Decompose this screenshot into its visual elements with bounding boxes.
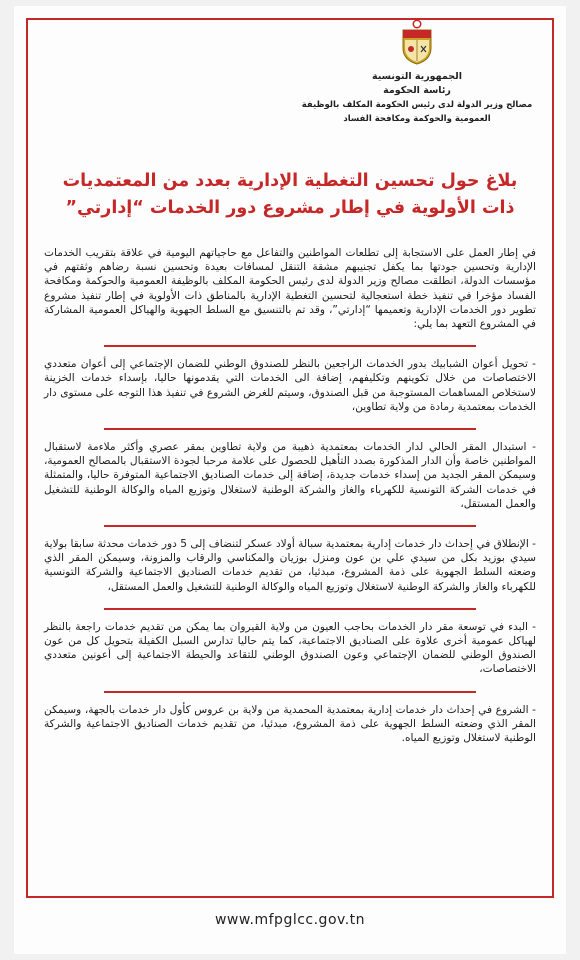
section-divider	[104, 525, 476, 527]
section-divider	[104, 345, 476, 347]
item-paragraph: - الشروع في إحداث دار خدمات إدارية بمعتمدية المحمدية من ولاية بن عروس كأول دار خدمات بالجهة، وسيمكن المقر الذي وضعته السلط الجهوية على ذمة المشروع، مبدئيا، من تقديم خدمات الصناديق الاجتماعية والشركة الوطنية لاستغلال وتوزيع المياه.	[44, 703, 536, 745]
header-republic: الجمهورية التونسية	[372, 71, 462, 82]
header-ministry-line2: العمومية والحوكمة ومكافحة الفساد	[343, 114, 491, 124]
document-body	[44, 246, 536, 745]
item-paragraph: - استبدال المقر الحالي لدار الخدمات بمعتمدية ذهيبة من ولاية تطاوين بمقر عصري وأكثر ملاءمة لاستقبال المواطنين خاصة وأن الدار المذكورة بصدد التأهيل للحصول على علامة مرحبا لجودة الاستقبال بالمصالح العمومية، وسيمكن المقر الجديد من إسداء خدمات جديدة، إضافة إلى خدمات الصناديق الاجتماعية المتوفرة حاليا، والمتمثلة في خدمات الشركة التونسية للكهرباء والغاز والشركة الوطنية لاستغلال وتوزيع المياه والوكالة الوطنية للتشغيل والعمل المستقل،	[44, 441, 536, 510]
header-presidency: رئاسة الحكومة	[383, 85, 451, 96]
section-divider	[104, 691, 476, 693]
item-paragraph: - البدء في توسعة مقر دار الخدمات بحاجب العيون من ولاية القيروان بما يمكن من تقديم خدمات راجعة بالنظر لهياكل عمومية أخرى علاوة على الصناديق الاجتماعية، كما يتم حاليا تدارس السبل الكفيلة بتحويل كل من عون الصندوق الوطني للضمان الإجتماعي وعون الصندوق الوطني للتقاعد والحيطة الاجتماعية إلى أعونين متعددي الاختصاصات،	[44, 620, 536, 676]
letterhead	[292, 18, 542, 126]
document-title	[40, 168, 540, 222]
title-line-2: ذات الأولوية في إطار مشروع دور الخدمات “إدارتي”	[65, 198, 515, 218]
footer-url[interactable]: www.mfpglcc.gov.tn	[214, 912, 366, 928]
intro-paragraph: في إطار العمل على الاستجابة إلى تطلعات المواطنين والتفاعل مع حاجياتهم اليومية في علاقة بتقريب الخدمات الإدارية وتحسين جودتها بما يكفل تجنيبهم مشقة التنقل لمسافات بعيدة وتحسين نسبة رضاهم وثقتهم في مؤسسات الدولة، انطلقت مصالح وزير الدولة لدى رئيس الحكومة المكلف بالوظيفة العمومية والحوكمة ومكافحة الفساد مؤخرا في تنفيذ خطة استعجالية لتحسين التغطية الإدارية بالمناطق ذات الأولوية في إطار تنفيذ مشروع تطوير دور الخدمات الإدارية وتعميمها “إدارتي”، وقد تم بالتنسيق مع السلط الجهوية والهياكل العمومية المشاركة في المشروع التعهد بما يلي:	[44, 247, 536, 331]
item-paragraph: - الإنطلاق في إحداث دار خدمات إدارية بمعتمدية سبالة أولاد عسكر لتنضاف إلى 5 دور خدمات محدثة سابقا بولاية سيدي بوزيد بكل من سيدي علي بن عون ومنزل بوزيان والمكناسي والرقاب والمزونة، وسيمكن المقر الذي وضعته السلط الجهوية على ذمة المشروع، مبدئيا، من تقديم خدمات الصناديق الاجتماعية والشركة التونسية للكهرباء والغاز والشركة الوطنية لاستغلال وتوزيع المياه والوكالة الوطنية للتشغيل والعمل المستقل،	[44, 538, 536, 593]
item-paragraph: - تحويل أعوان الشبابيك بدور الخدمات الراجعين بالنظر للصندوق الوطني للضمان الإجتماعي إلى أعوان متعددي الاختصاصات من خلال تكوينهم وتكليفهم، إضافة الى الخدمات التي يقدمونها حاليا، بإسداء خدمات الخزينة لاستخلاص المساهمات المستوجبة من قبل الصندوق، وسيتم للغرض الشروع في تنفيذ هذا التوجه على مستوى دار الخدمات بمعتمدية رمادة من ولاية تطاوين،	[44, 358, 536, 413]
section-divider	[104, 608, 476, 610]
title-line-1: بلاغ حول تحسين التغطية الإدارية بعدد من المعتمديات	[62, 171, 518, 191]
section-divider	[104, 428, 476, 430]
coat-of-arms-icon	[398, 18, 436, 66]
header-ministry-line1: مصالح وزير الدولة لدى رئيس الحكومة المكلف بالوظيفة	[301, 100, 533, 110]
document-page	[14, 6, 566, 954]
